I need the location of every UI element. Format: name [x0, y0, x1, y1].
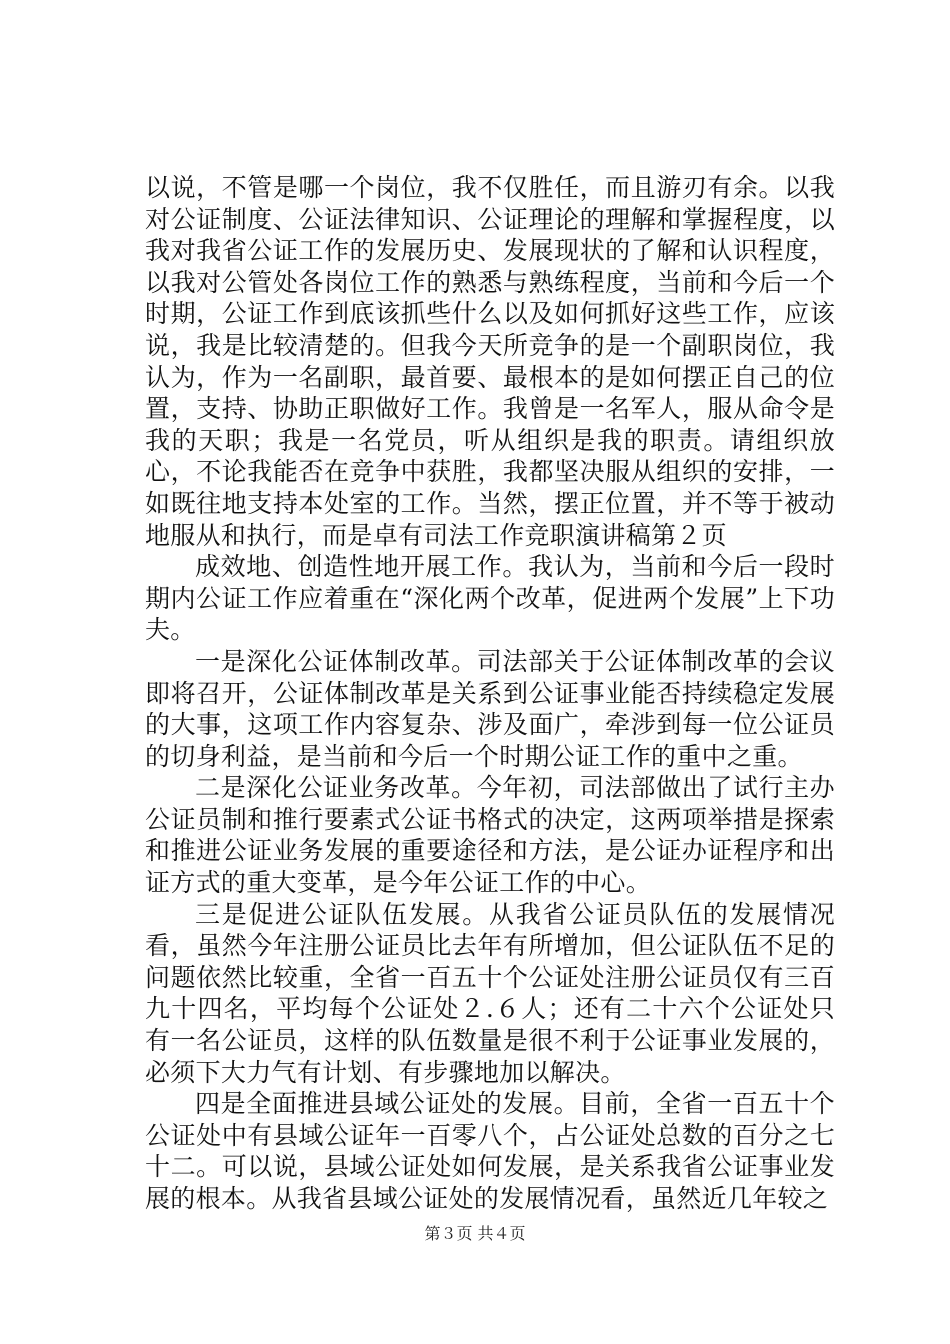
paragraph-1: 以说，不管是哪一个岗位，我不仅胜任，而且游刃有余。以我对公证制度、公证法律知识、公证理论的理解和掌握程度，以我对我省公证工作的发展历史、发展现状的了解和认识程度，以我对公管处各岗位工作的熟悉与熟练程度，当前和今后一个时期，公证工作到底该抓些什么以及如何抓好这些工作，应该说，我是比较清楚的。但我今天所竞争的是一个副职岗位，我认为，作为一名副职，最首要、最根本的是如何摆正自己的位置，支持、协助正职做好工作。我曾是一名军人，服从命令是我的天职；我是一名党员，听从组织是我的职责。请组织放心，不论我能否在竞争中获胜，我都坚决服从组织的安排，一如既往地支持本处室的工作。当然，摆正位置，并不等于被动地服从和执行，而是卓有司法工作竞职演讲稿第２页: [145, 173, 835, 550]
document-body: [145, 172, 835, 1215]
paragraph-3: 一是深化公证体制改革。司法部关于公证体制改革的会议即将召开，公证体制改革是关系到公证事业能否持续稳定发展的大事，这项工作内容复杂、涉及面广，牵涉到每一位公证员的切身利益，是当前和今后一个时期公证工作的重中之重。: [145, 646, 835, 771]
paragraph-4: 二是深化公证业务改革。今年初，司法部做出了试行主办公证员制和推行要素式公证书格式的决定，这两项举措是探索和推进公证业务发展的重要途径和方法，是公证办证程序和出证方式的重大变革，是今年公证工作的中心。: [145, 773, 835, 898]
page-footer: 第３页 共４页: [424, 1224, 526, 1243]
paragraph-5: 三是促进公证队伍发展。从我省公证员队伍的发展情况看，虽然今年注册公证员比去年有所增加，但公证队伍不足的问题依然比较重，全省一百五十个公证处注册公证员仅有三百九十四名，平均每个公证处２.６人；还有二十六个公证处只有一名公证员，这样的队伍数量是很不利于公证事业发展的，必须下大力气有计划、有步骤地加以解决。: [145, 899, 835, 1087]
paragraph-2: 成效地、创造性地开展工作。我认为，当前和今后一段时期内公证工作应着重在“深化两个改革，促进两个发展”上下功夫。: [145, 552, 835, 645]
paragraph-6: 四是全面推进县域公证处的发展。目前，全省一百五十个公证处中有县域公证年一百零八个，占公证处总数的百分之七十二。可以说，县域公证处如何发展，是关系我省公证事业发展的根本。从我省县域公证处的发展情况看，虽然近几年较之: [145, 1089, 835, 1213]
